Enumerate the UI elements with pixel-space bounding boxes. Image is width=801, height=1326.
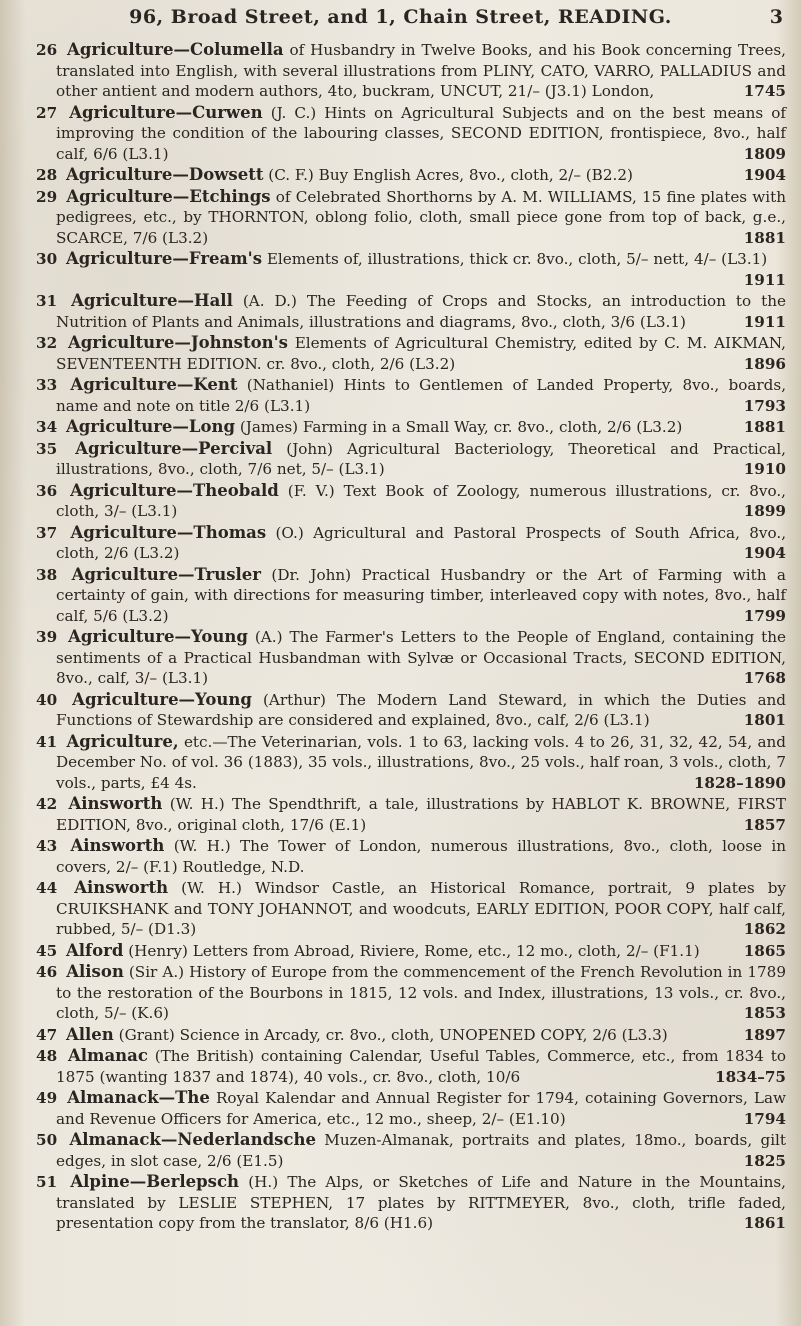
entry-description: of Husbandry in Twelve Books, and his Book concerning Trees, translated into English, with several illustrations from PLINY, CATO, VARRO, PALLADIUS and other antient and modern authors, 4to, buckram, UNCUT, 21/– (J3.1) London, — [56, 41, 786, 100]
entry-year: 1793 — [743, 396, 786, 415]
entry-heading: Agriculture, — [66, 731, 179, 751]
catalogue-entry — [36, 794, 786, 835]
entry-description: (W. H.) The Tower of London, numerous illustrations, 8vo., cloth, loose in covers, 2/– (F.1) Routledge, N.D. — [56, 837, 786, 876]
entry-description: (John) Agricultural Bacteriology, Theoretical and Practical, illustrations, 8vo., cloth, 7/6 net, 5/– (L3.1) — [56, 439, 787, 478]
entry-year: 1809 — [743, 144, 786, 163]
entry-year: 1834–75 — [715, 1067, 786, 1086]
entry-number: 43 — [36, 837, 58, 855]
entry-heading: Agriculture—Long — [65, 417, 236, 436]
entry-heading: Agriculture—Dowsett — [65, 165, 264, 184]
entry-description: (A.) The Farmer's Letters to the People of England, containing the sentiments of a Practical Husbandman with Sylvæ or Occasional Tracts, SECOND EDITION, 8vo., calf, 3/– (L3.1) — [56, 628, 787, 687]
entry-description: etc.—The Veterinarian, vols. 1 to 63, lacking vols. 4 to 26, 31, 32, 42, 54, and December No. of vol. 36 (1883), 35 vols., illustrations, 8vo., 25 vols., half roan, 3 vols., cloth, 7 vols., parts, £4 4s. — [56, 732, 787, 792]
entry-heading: Agriculture—Thomas — [70, 522, 267, 542]
entry-number: 37 — [36, 523, 58, 542]
entry-heading: Agriculture—Columella — [67, 40, 284, 59]
entry-description: (Nathaniel) Hints to Gentlemen of Landed Property, 8vo., boards, name and note on title 2/6 (L3.1) — [56, 376, 787, 415]
entry-year: 1910 — [743, 460, 786, 478]
entry-description: (Dr. John) Practical Husbandry or the Art of Farming with a certainty of gain, with directions for measuring timber, interleaved copy with notes, 8vo., half calf, 5/6 (L3.2) — [56, 565, 786, 625]
catalogue-entry — [36, 523, 786, 564]
entry-description: (H.) The Alps, or Sketches of Life and Nature in the Mountains, translated by LESLIE STEPHEN, 17 plates by RITTMEYER, 8vo., cloth, trifle faded, presentation copy from the translator, 8/6 (H1.6) — [56, 1173, 787, 1232]
entry-number: 28 — [36, 166, 58, 184]
entry-number: 38 — [36, 565, 58, 584]
entry-description: (A. D.) The Feeding of Crops and Stocks, an introduction to the Nutrition of Plants and Animals, illustrations and diagrams, 8vo., cloth, 3/6 (L3.1) — [56, 292, 787, 331]
catalogue-entry — [36, 1172, 786, 1234]
entry-description: (James) Farming in a Small Way, cr. 8vo., cloth, 2/6 (L3.2) — [239, 418, 683, 436]
catalogue-entry — [36, 333, 786, 374]
catalogue-entry — [36, 941, 786, 962]
catalogue-entry — [36, 1130, 786, 1171]
entry-number: 33 — [36, 376, 58, 394]
entry-year: 1865 — [743, 941, 786, 960]
entry-description: (The British) containing Calendar, Useful Tables, Commerce, etc., from 1834 to 1875 (wanting 1837 and 1874), 40 vols., cr. 8vo., cloth, 10/6 — [56, 1047, 786, 1086]
entry-heading: Almanack—The — [67, 1088, 210, 1107]
entry-heading: Agriculture—Hall — [71, 291, 233, 310]
entry-year: 1897 — [743, 1025, 786, 1044]
entry-year: 1799 — [743, 606, 786, 625]
entry-year: 1801 — [743, 711, 786, 729]
catalogue-entry — [36, 962, 786, 1024]
entry-year: 1861 — [743, 1214, 786, 1232]
entry-year: 1857 — [743, 815, 786, 834]
entry-heading: Ainsworth — [74, 878, 169, 897]
catalogue-entry — [36, 1025, 786, 1046]
entry-year: 1911 — [743, 312, 786, 331]
entry-description: Royal Kalendar and Annual Register for 1794, cotaining Governors, Law and Revenue Officers for America, etc., 12 mo., sheep, 2/– (E1.10) — [56, 1089, 787, 1128]
entry-number: 39 — [36, 628, 58, 646]
catalogue-entry — [36, 1088, 786, 1129]
entry-heading: Agriculture—Young — [68, 627, 248, 646]
entry-number: 36 — [36, 481, 58, 500]
entry-number: 50 — [36, 1131, 58, 1149]
entry-heading: Ainsworth — [68, 794, 163, 813]
entry-description: Elements of Agricultural Chemistry, edited by C. M. AIKMAN, SEVENTEENTH EDITION. cr. 8vo., cloth, 2/6 (L3.2) — [56, 334, 786, 373]
entry-number: 44 — [36, 879, 58, 897]
entry-description: Muzen-Almanak, portraits and plates, 18mo., boards, gilt edges, in slot case, 2/6 (E1.5) — [56, 1131, 787, 1170]
entry-number: 47 — [36, 1025, 58, 1044]
entry-year: 1911 — [743, 270, 786, 289]
entry-heading: Agriculture—Percival — [75, 438, 273, 458]
entry-description: (J. C.) Hints on Agricultural Subjects and on the best means of improving the condition of the labouring classes, SECOND EDITION, frontispiece, 8vo., half calf, 6/6 (L3.1) — [56, 103, 787, 163]
catalogue-entry — [36, 40, 786, 102]
entry-year: 1899 — [743, 502, 786, 520]
catalogue-entry — [36, 732, 786, 794]
entry-number: 30 — [36, 250, 58, 268]
catalogue-entry — [36, 165, 786, 186]
entry-description: (Arthur) The Modern Land Steward, in which the Duties and Functions of Stewardship are considered and explained, 8vo., calf, 2/6 (L3.1) — [56, 690, 786, 729]
catalogue-entry — [36, 187, 786, 249]
entry-year: 1862 — [743, 920, 786, 938]
entry-description: (Grant) Science in Arcady, cr. 8vo., cloth, UNOPENED COPY, 2/6 (L3.3) — [118, 1025, 668, 1044]
page-header — [0, 6, 801, 30]
catalogue-entry — [36, 291, 786, 332]
entry-number: 41 — [36, 732, 58, 751]
catalogue-entry — [36, 249, 786, 290]
entry-year: 1825 — [743, 1151, 786, 1170]
entry-year: 1768 — [743, 669, 786, 687]
catalogue-entry — [36, 836, 786, 877]
entry-year: 1828–1890 — [693, 773, 786, 792]
entry-year: 1853 — [743, 1004, 786, 1022]
entry-number: 32 — [36, 334, 58, 352]
entry-heading: Agriculture—Young — [72, 689, 252, 709]
entry-heading: Alison — [66, 962, 124, 981]
catalogue-entry — [36, 103, 786, 165]
catalogue-entry — [36, 375, 786, 416]
entry-description: (W. H.) The Spendthrift, a tale, illustrations by HABLOT K. BROWNE, FIRST EDITION, 8vo., original cloth, 17/6 (E.1) — [56, 795, 786, 834]
entry-number: 31 — [36, 292, 58, 310]
entry-year: 1745 — [743, 82, 786, 100]
entry-number: 29 — [36, 187, 58, 206]
entry-heading: Agriculture—Johnston's — [67, 333, 288, 352]
entry-description: (O.) Agricultural and Pastoral Prospects of South Africa, 8vo., cloth, 2/6 (L3.2) — [56, 523, 787, 562]
entry-heading: Agriculture—Etchings — [66, 186, 271, 206]
entry-number: 27 — [36, 103, 58, 122]
entry-description: (Sir A.) History of Europe from the commencement of the French Revolution in 1789 to the restoration of the Bourbons in 1815, 12 vols. and Index, illustrations, 13 vols., cr. 8vo., cloth, 5/– (K.6) — [56, 963, 787, 1022]
entry-heading: Ainsworth — [70, 836, 165, 855]
entry-heading: Agriculture—Fream's — [65, 249, 262, 268]
entry-heading: Alpine—Berlepsch — [70, 1172, 239, 1191]
entry-description: (W. H.) Windsor Castle, an Historical Romance, portrait, 9 plates by CRUIKSHANK and TONY JOHANNOT, and woodcuts, EARLY EDITION, POOR COPY, half calf, rubbed, 5/– (D1.3) — [56, 879, 787, 938]
entry-number: 35 — [36, 439, 58, 458]
catalogue-entry — [36, 1046, 786, 1087]
catalogue-entry — [36, 481, 786, 522]
entry-heading: Agriculture—Theobald — [70, 480, 279, 500]
entry-heading: Agriculture—Curwen — [69, 102, 263, 122]
entry-year: 1881 — [743, 228, 786, 247]
catalogue-entry — [36, 878, 786, 940]
catalogue-entry — [36, 439, 786, 480]
entry-number: 51 — [36, 1173, 58, 1191]
entry-heading: Almanack—Nederlandsche — [69, 1130, 316, 1149]
entry-number: 49 — [36, 1089, 58, 1107]
catalogue-entries — [36, 40, 786, 1235]
entry-year: 1881 — [743, 418, 786, 436]
catalogue-entry — [36, 627, 786, 689]
entry-heading: Agriculture—Kent — [70, 375, 238, 394]
entry-description: (C. F.) Buy English Acres, 8vo., cloth, 2/– (B2.2) — [268, 166, 633, 184]
catalogue-entry — [36, 565, 786, 627]
entry-heading: Almanac — [67, 1046, 148, 1065]
entry-number: 26 — [36, 41, 58, 59]
entry-description: (F. V.) Text Book of Zoology, numerous illustrations, cr. 8vo., cloth, 3/– (L3.1) — [56, 481, 786, 520]
entry-heading: Agriculture—Trusler — [71, 564, 261, 584]
entry-year: 1904 — [743, 544, 786, 562]
entry-heading: Allen — [65, 1024, 114, 1044]
entry-number: 42 — [36, 795, 58, 813]
entry-number: 48 — [36, 1047, 58, 1065]
entry-year: 1896 — [743, 354, 786, 373]
entry-description: (Henry) Letters from Abroad, Riviere, Rome, etc., 12 mo., cloth, 2/– (F1.1) — [128, 941, 700, 960]
catalogue-entry — [36, 690, 786, 731]
entry-year: 1904 — [743, 166, 786, 184]
entry-number: 45 — [36, 941, 58, 960]
entry-number: 34 — [36, 418, 58, 436]
entry-description: of Celebrated Shorthorns by A. M. WILLIAMS, 15 fine plates with pedigrees, etc., by THORNTON, oblong folio, cloth, small piece gone from top of back, g.e., SCARCE, 7/6 (L3.2) — [56, 187, 787, 247]
page-number: 3 — [769, 6, 783, 28]
entry-number: 46 — [36, 963, 58, 981]
entry-year: 1794 — [743, 1109, 786, 1128]
entry-number: 40 — [36, 690, 58, 709]
entry-heading: Alford — [65, 940, 124, 960]
catalogue-entry — [36, 417, 786, 438]
page-title: 96, Broad Street, and 1, Chain Street, READING. — [129, 6, 672, 28]
entry-description: Elements of, illustrations, thick cr. 8vo., cloth, 5/– nett, 4/– (L3.1) — [266, 250, 768, 268]
